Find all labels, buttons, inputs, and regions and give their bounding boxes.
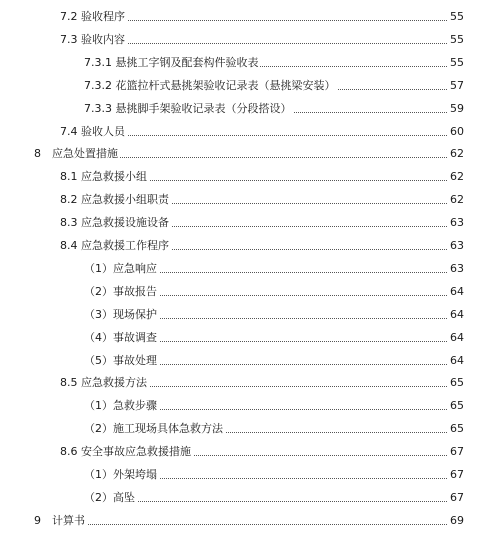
toc-entry-title: 8.5 应急救援方法 — [60, 374, 149, 392]
toc-entry[interactable] — [0, 191, 489, 209]
toc-entry-title: 7.3.3 悬挑脚手架验收记录表（分段搭设） — [84, 100, 293, 118]
toc-entry[interactable] — [0, 237, 489, 255]
toc-entry[interactable] — [0, 100, 489, 118]
toc-entry[interactable] — [0, 306, 489, 324]
toc-entry-title: 8.6 安全事故应急救援措施 — [60, 443, 193, 461]
toc-entry-title: （1）外架垮塌 — [84, 466, 159, 484]
toc-entry[interactable] — [0, 329, 489, 347]
toc-page-number: 64 — [448, 352, 464, 370]
toc-chapter-number: 9 — [34, 512, 41, 530]
toc-page-number: 63 — [448, 214, 464, 232]
toc-entry[interactable] — [0, 77, 489, 95]
toc-entry-title: （3）现场保护 — [84, 306, 159, 324]
toc-page-number: 60 — [448, 123, 464, 141]
toc-entry-title: 8.4 应急救援工作程序 — [60, 237, 171, 255]
toc-entry[interactable] — [0, 260, 489, 278]
toc-entry-title: 应急处置措施 — [52, 145, 120, 163]
toc-entry[interactable] — [0, 31, 489, 49]
toc-page-number: 62 — [448, 168, 464, 186]
toc-entry-title: 7.4 验收人员 — [60, 123, 127, 141]
toc-page-number: 67 — [448, 443, 464, 461]
toc-entry-title: 8.3 应急救援设施设备 — [60, 214, 171, 232]
toc-page-number: 67 — [448, 489, 464, 507]
toc-entry[interactable] — [0, 512, 489, 530]
toc-entry[interactable] — [0, 8, 489, 26]
toc-entry[interactable] — [0, 352, 489, 370]
toc-entry[interactable] — [0, 168, 489, 186]
toc-dot-leader — [90, 501, 459, 502]
toc-entry[interactable] — [0, 489, 489, 507]
toc-page-number: 64 — [448, 329, 464, 347]
toc-entry[interactable] — [0, 283, 489, 301]
toc-entry-title: （1）应急响应 — [84, 260, 159, 278]
toc-page-number: 62 — [448, 191, 464, 209]
toc-entry-title: （2）事故报告 — [84, 283, 159, 301]
toc-entry-title: 7.3 验收内容 — [60, 31, 127, 49]
toc-page-number: 57 — [448, 77, 464, 95]
toc-entry-title: 7.2 验收程序 — [60, 8, 127, 26]
toc-entry[interactable] — [0, 443, 489, 461]
toc-page-number: 64 — [448, 306, 464, 324]
toc-page-number: 55 — [448, 8, 464, 26]
toc-entry-title: （2）施工现场具体急救方法 — [84, 420, 225, 438]
toc-entry-title: 8.1 应急救援小组 — [60, 168, 149, 186]
toc-entry[interactable] — [0, 123, 489, 141]
toc-entry[interactable] — [0, 374, 489, 392]
toc-entry[interactable] — [0, 397, 489, 415]
toc-page-number: 65 — [448, 420, 464, 438]
toc-page-number: 65 — [448, 397, 464, 415]
toc-page-number: 59 — [448, 100, 464, 118]
toc-entry-title: （4）事故调查 — [84, 329, 159, 347]
toc-page-number: 55 — [448, 31, 464, 49]
toc-page-number: 69 — [448, 512, 464, 530]
toc-entry[interactable] — [0, 145, 489, 163]
toc-entry[interactable] — [0, 54, 489, 72]
toc-entry-title: 计算书 — [52, 512, 87, 530]
toc-page-number: 64 — [448, 283, 464, 301]
toc-page-number: 67 — [448, 466, 464, 484]
toc-page-number: 63 — [448, 237, 464, 255]
toc-entry-title: 8.2 应急救援小组职责 — [60, 191, 171, 209]
toc-chapter-number: 8 — [34, 145, 41, 163]
toc-entry[interactable] — [0, 466, 489, 484]
toc-entry-title: 7.3.1 悬挑工字钢及配套构件验收表 — [84, 54, 260, 72]
toc-entry-title: （1）急救步骤 — [84, 397, 159, 415]
toc-entry-title: 7.3.2 花篮拉杆式悬挑架验收记录表（悬挑梁安装） — [84, 77, 337, 95]
toc-entry-title: （2）高坠 — [84, 489, 137, 507]
toc-page-number: 65 — [448, 374, 464, 392]
toc-entry[interactable] — [0, 214, 489, 232]
toc-page-number: 63 — [448, 260, 464, 278]
toc-entry[interactable] — [0, 420, 489, 438]
toc-page-number: 62 — [448, 145, 464, 163]
toc-entry-title: （5）事故处理 — [84, 352, 159, 370]
toc-dot-leader — [58, 524, 459, 525]
toc-page-number: 55 — [448, 54, 464, 72]
